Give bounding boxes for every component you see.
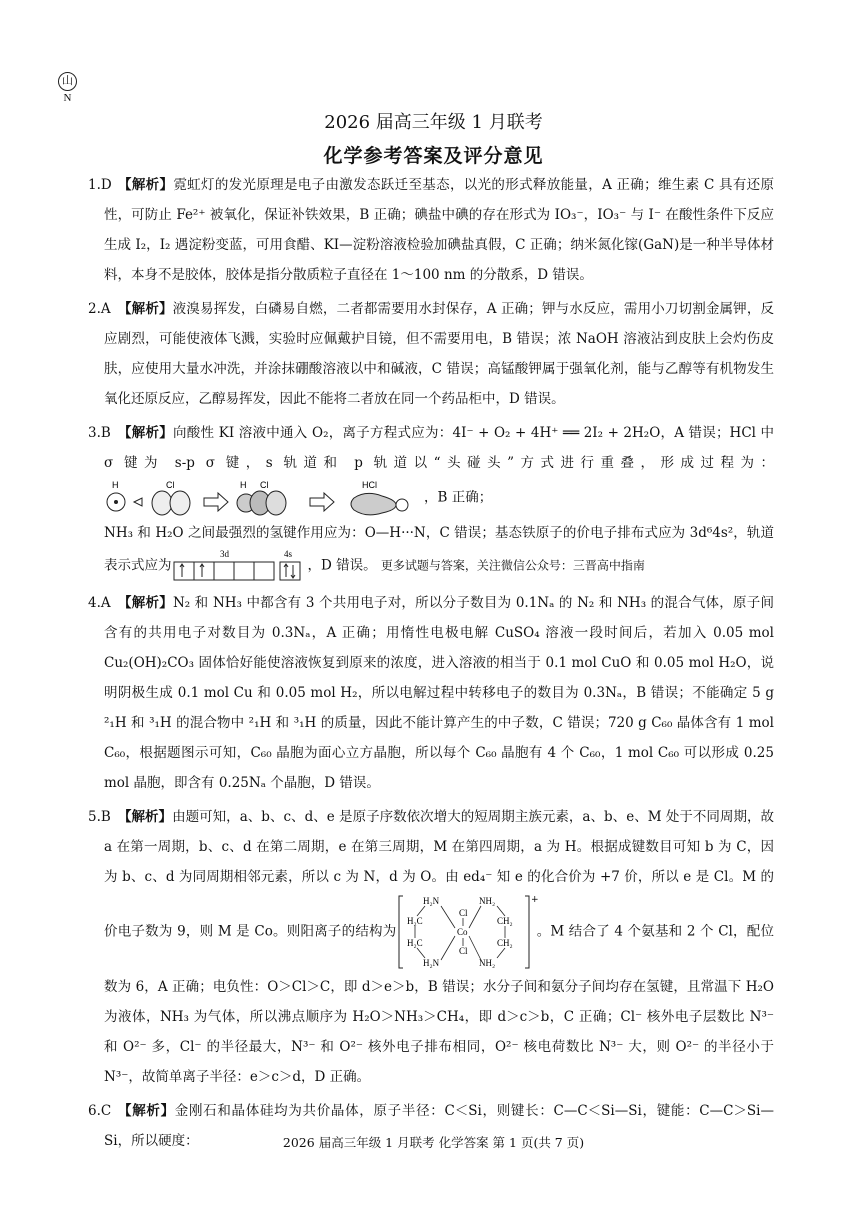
question-number: 6.C: [88, 1103, 112, 1119]
bracket-left: [399, 896, 403, 968]
bracket-right: [525, 896, 529, 968]
logo: [58, 72, 77, 104]
cl-p-lobe: [152, 491, 172, 515]
overlap-cl-label: Cl: [260, 480, 269, 490]
overlap-cl-label: Cl: [166, 480, 175, 490]
analysis-tag: 【解析】: [118, 425, 174, 441]
promo-note: 更多试题与答案，关注微信公众号：三晋高中指南: [380, 558, 645, 573]
analysis-tag: 【解析】: [118, 177, 174, 193]
answer-title: 化学参考答案及评分意见: [323, 145, 544, 167]
overlap-hcl-label: HCl: [362, 480, 377, 490]
atom-label: NH₂: [478, 958, 495, 968]
atom-label: Cl: [458, 946, 468, 956]
logo-mark: 山N: [58, 72, 77, 91]
question-text: 液溴易挥发，白磷易自燃，二者都需要用水封保存，A 正确；钾与水反应，需用小刀切割金属钾，反应剧烈，可能使液体飞溅，实验时应佩戴护目镜，但不需要用电，B 错误；浓 NaOH 溶液沾到皮肤上会灼伤皮肤，应使用大量水冲洗，并涂抹硼酸溶液以中和碱液，C 错误；高锰酸钾属于强氧化剂，能与乙醇等有机物发生氧化还原反应，乙醇易挥发，因此不能将二者放在同一个药品柜中，D 错误。: [104, 301, 774, 407]
page-footer: 2026 届高三年级 1 月联考 化学答案 第 1 页(共 7 页): [282, 1135, 585, 1150]
overlap-h-label: H: [240, 480, 247, 490]
question-number: 3.B: [88, 425, 111, 441]
question-1: [88, 170, 775, 290]
cl-p-lobe: [170, 491, 190, 515]
cobalt-complex-structure: [397, 892, 537, 972]
fe-orbital-diagram: [172, 548, 308, 584]
question-text: 向酸性 KI 溶液中通入 O₂，离子方程式应为：4I⁻ + O₂ + 4H⁺ ══ 2I₂ + 2H₂O，A 错误；HCl 中 σ 键为 s-p σ 键，s 轨道和 p 轨道以“头碰头”方式进行重叠，形成过程为：: [104, 425, 775, 471]
question-number: 2.A: [88, 301, 111, 317]
question-text: ，D 错误。: [307, 557, 377, 574]
question-number: 5.B: [88, 809, 111, 825]
exam-title: 2026 届高三年级 1 月联考: [324, 112, 543, 133]
spin-up-icon: [180, 564, 184, 577]
question-3: [88, 418, 775, 584]
question-number: 1.D: [88, 177, 112, 193]
answer-content: [88, 170, 775, 1160]
orbital-3d-label: 3d: [219, 549, 229, 559]
hcl-small-lobe: [396, 499, 408, 511]
question-text: N₂ 和 NH₃ 中都含有 3 个共用电子对，所以分子数目为 0.1Nₐ 的 N₂ 和 NH₃ 的混合气体，原子间含有的共用电子对数目为 0.3Nₐ，A 正确；用惰性电极电解 CuSO₄ 溶液一段时间后，若加入 0.05 mol Cu₂(OH)₂CO₃ 固体恰好能使溶液恢复到原来的浓度，进入溶液的相当于 0.1 mol CuO 和 0.05 mol H₂O，说明阴极生成 0.1 mol Cu 和 0.05 mol H₂，所以电解过程中转移电子的数目为 0.3Nₐ，B 错误；不能确定 5 g ²₁H 和 ³₁H 的混合物中 ²₁H 和 ³₁H 的质量，因此不能计算产生的中子数，C 错误；720 g C₆₀ 晶体含有 1 mol C₆₀，根据题图示可知，C₆₀ 晶胞为面心立方晶胞，所以每个 C₆₀ 晶胞有 4 个 C₆₀，1 mol C₆₀ 可以形成 0.25 mol 晶胞，即含有 0.25Nₐ 个晶胞，D 错误。: [104, 595, 774, 791]
question-text: 。M 结合了 4 个氨基和 2 个 Cl，配位数为 6，A 正确；电负性：O＞Cl＞C，即 d＞e＞b，B 错误；水分子间和氨分子间均存在氢键，且常温下 H₂O 为液体，NH₃ 为气体，所以沸点顺序为 H₂O＞NH₃＞CH₄，即 d＞c＞b，C 正确；Cl⁻ 核外电子层数比 N³⁻ 和 O²⁻ 多，Cl⁻ 的半径最大，N³⁻ 和 O²⁻ 核外电子排布相同，O²⁻ 核电荷数比 N³⁻ 大，则 O²⁻ 的半径小于 N³⁻，故简单离子半径：e＞c＞d，D 正确。: [104, 923, 774, 1085]
atom-label: H₂N: [422, 896, 439, 906]
atom-label: CH₂: [496, 916, 513, 926]
overlap-h-label: H: [112, 480, 119, 490]
question-5: [88, 802, 775, 1092]
spin-up-icon: [200, 564, 204, 577]
atom-label: Co: [456, 927, 468, 937]
atom-label: H₂C: [406, 916, 423, 926]
question-text: 霓虹灯的发光原理是电子由激发态跃迁至基态，以光的形式释放能量，A 正确；维生素 C 具有还原性，可防止 Fe²⁺ 被氧化，保证补铁效果，B 正确；碘盐中碘的存在形式为 IO₃⁻，IO₃⁻ 与 I⁻ 在酸性条件下反应生成 I₂，I₂ 遇淀粉变蓝，可用食醋、KI—淀粉溶液检验加碘盐真假，C 正确；纳米氮化镓(GaN)是一种半导体材料，本身不是胶体，胶体是指分散质粒子直径在 1～100 nm 的分散系，D 错误。: [104, 177, 775, 283]
orbital-3d-box: [174, 562, 274, 580]
orbital-4s-box: [280, 562, 300, 580]
analysis-tag: 【解析】: [118, 301, 173, 317]
atom-label: NH₂: [478, 896, 495, 906]
question-text: 金刚石和晶体硅均为共价晶体，原子半径：C＜Si，则键长：C—C＜Si—Si，键能：C—C＞Si—Si，所以硬度：: [104, 1103, 774, 1149]
h-nucleus: [114, 500, 118, 504]
question-2: [88, 294, 774, 414]
analysis-tag: 【解析】: [118, 1103, 175, 1119]
question-text: NH₃ 和 H₂O 之间最强烈的氢键作用应为：O—H···N，C 错误；基态铁原子的价电子排布式应为 3d⁶4s²，轨道表示式应为: [104, 525, 774, 574]
complex-charge: +: [530, 895, 539, 905]
arrow-left-icon: [134, 498, 142, 506]
question-4: [88, 588, 774, 798]
sp-overlap-diagram: [104, 478, 424, 518]
question-text: ，B 正确；: [424, 489, 493, 506]
spin-up-icon: [284, 564, 288, 577]
analysis-tag: 【解析】: [118, 595, 173, 611]
atom-label: Cl: [458, 908, 468, 918]
analysis-tag: 【解析】: [118, 809, 173, 825]
arrow-right-icon: [310, 493, 334, 511]
cl-p-lobe: [266, 491, 286, 515]
arrow-right-icon: [204, 493, 228, 511]
atom-label: CH₂: [496, 938, 513, 948]
orbital-4s-label: 4s: [283, 549, 292, 559]
hcl-sigma-orbital: [351, 493, 396, 514]
question-text: 由题可知，a、b、c、d、e 是原子序数依次增大的短周期主族元素，a、b、e、M 处于不同周期，故 a 在第一周期，b、c、d 在第二周期，e 在第三周期，M 在第四周期，a 为 H。根据成键数目可知 b 为 C，因为 b、c、d 为同周期相邻元素，所以 c 为 N，d 为 O。由 ed₄⁻ 知 e 的化合价为 +7 价，所以 e 是 Cl。M 的价电子数为 9，则 M 是 Co。则阳离子的结构为: [104, 809, 775, 940]
atom-label: H₂N: [422, 958, 439, 968]
atom-label: H₂C: [406, 938, 423, 948]
question-number: 4.A: [88, 595, 111, 611]
spin-down-icon: [291, 565, 295, 578]
